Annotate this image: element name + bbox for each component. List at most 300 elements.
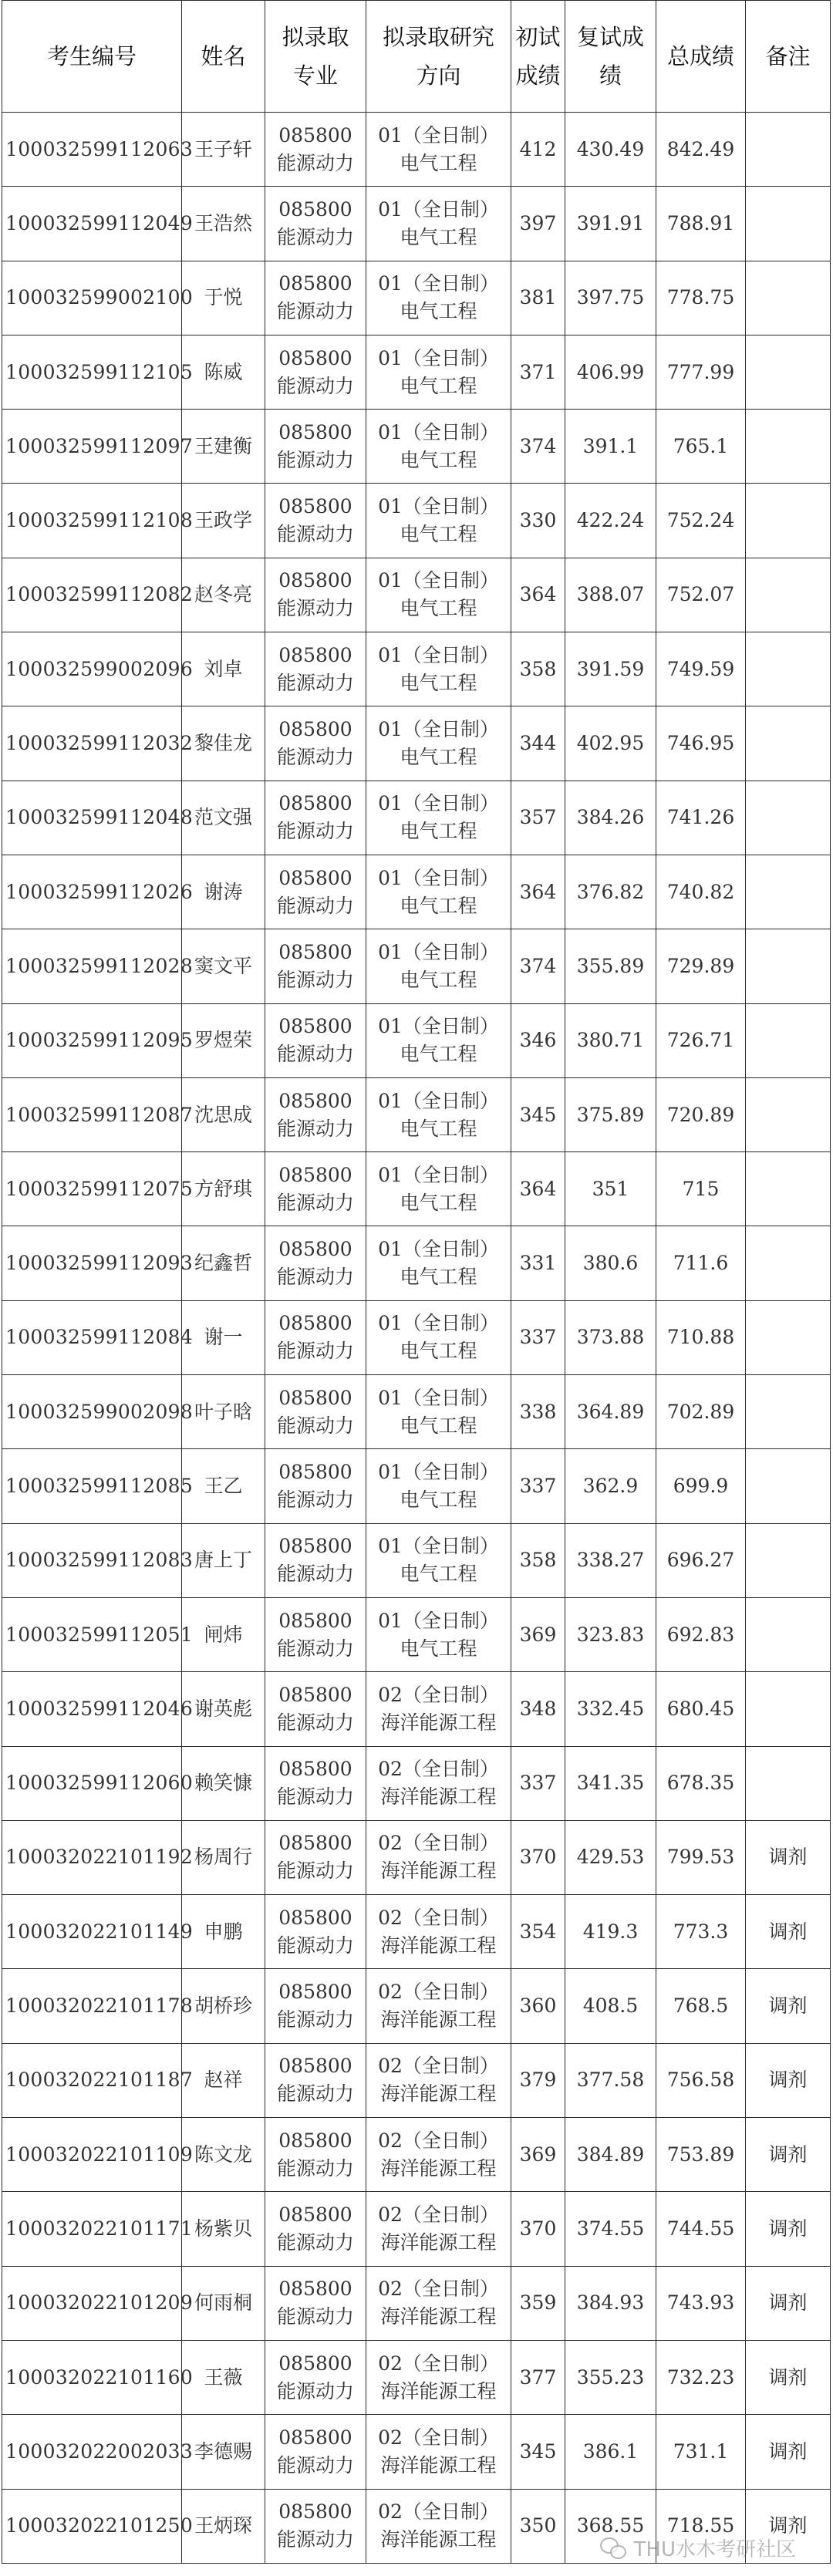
table-row	[2, 261, 831, 335]
major-cell-line1: 085800	[278, 1386, 352, 1409]
retest-score-cell: 355.23	[565, 2340, 656, 2414]
direction-cell-line1: 02（全日制）	[378, 1906, 499, 1929]
major-cell-line2: 能源动力	[276, 894, 354, 917]
table-header	[2, 1, 831, 113]
exam-id-cell: 100032599112075	[2, 1152, 182, 1226]
name-cell: 唐上丁	[182, 1523, 265, 1597]
major-cell-line2: 能源动力	[276, 671, 354, 694]
major-cell-line1: 085800	[278, 2352, 352, 2375]
name-cell: 杨紫贝	[182, 2192, 265, 2266]
header-major	[265, 1, 366, 113]
direction-cell	[366, 929, 511, 1003]
direction-cell	[366, 113, 511, 187]
direction-cell	[366, 781, 511, 855]
header-major-line1: 拟录取	[282, 24, 349, 50]
major-cell	[265, 1375, 366, 1449]
major-cell-line1: 085800	[278, 569, 352, 592]
table-row	[2, 113, 831, 187]
initial-score-cell: 345	[511, 2415, 565, 2489]
retest-score-cell: 430.49	[565, 113, 656, 187]
direction-cell-line2: 电气工程	[400, 1488, 477, 1511]
initial-score-cell: 346	[511, 1003, 565, 1077]
note-cell	[746, 1226, 831, 1300]
name-cell: 叶子晗	[182, 1375, 265, 1449]
exam-id-cell: 100032022101187	[2, 2043, 182, 2117]
note-cell	[746, 1077, 831, 1151]
note-cell	[746, 1152, 831, 1226]
major-cell-line2: 能源动力	[276, 225, 354, 248]
major-cell	[265, 1300, 366, 1374]
name-cell: 王子轩	[182, 113, 265, 187]
exam-id-cell: 100032599112048	[2, 781, 182, 855]
direction-cell-line1: 01（全日制）	[378, 643, 499, 666]
initial-score-cell: 374	[511, 929, 565, 1003]
table-row	[2, 1077, 831, 1151]
direction-cell-line1: 02（全日制）	[378, 1758, 499, 1781]
exam-id-cell: 100032022101171	[2, 2192, 182, 2266]
retest-score-cell: 380.6	[565, 1226, 656, 1300]
major-cell	[265, 187, 366, 261]
name-cell: 赵冬亮	[182, 558, 265, 632]
name-cell: 窦文平	[182, 929, 265, 1003]
major-cell-line2: 能源动力	[276, 1488, 354, 1511]
major-cell-line1: 085800	[278, 1609, 352, 1632]
table-row	[2, 929, 831, 1003]
direction-cell-line1: 02（全日制）	[378, 2426, 499, 2449]
table-row	[2, 781, 831, 855]
direction-cell	[366, 632, 511, 706]
direction-cell-line2: 电气工程	[400, 1043, 477, 1066]
note-cell: 调剂	[746, 1969, 831, 2043]
name-cell: 刘卓	[182, 632, 265, 706]
table-row	[2, 1895, 831, 1969]
direction-cell	[366, 1597, 511, 1671]
retest-score-cell: 388.07	[565, 558, 656, 632]
major-cell-line2: 能源动力	[276, 448, 354, 471]
direction-cell-line2: 海洋能源工程	[380, 2008, 497, 2031]
table-row	[2, 2043, 831, 2117]
table-row	[2, 1969, 831, 2043]
major-cell	[265, 261, 366, 335]
total-score-cell: 715	[656, 1152, 746, 1226]
major-cell-line2: 能源动力	[276, 2082, 354, 2106]
major-cell-line1: 085800	[278, 1906, 352, 1929]
major-cell-line2: 能源动力	[276, 968, 354, 991]
note-cell: 调剂	[746, 1895, 831, 1969]
total-score-cell: 680.45	[656, 1672, 746, 1746]
total-score-cell: 752.24	[656, 484, 746, 558]
retest-score-cell: 364.89	[565, 1375, 656, 1449]
name-cell: 罗煜荣	[182, 1003, 265, 1077]
direction-cell	[366, 1672, 511, 1746]
direction-cell-line1: 01（全日制）	[378, 792, 499, 815]
initial-score-cell: 348	[511, 1672, 565, 1746]
direction-cell	[366, 1820, 511, 1894]
major-cell	[265, 1449, 366, 1523]
direction-cell-line1: 01（全日制）	[378, 1312, 499, 1335]
direction-cell	[366, 1449, 511, 1523]
note-cell: 调剂	[746, 2118, 831, 2192]
total-score-cell: 752.07	[656, 558, 746, 632]
direction-cell-line2: 电气工程	[400, 820, 477, 843]
name-cell: 谢英彪	[182, 1672, 265, 1746]
major-cell-line1: 085800	[278, 718, 352, 741]
note-cell	[746, 113, 831, 187]
direction-cell	[366, 2192, 511, 2266]
table-row	[2, 1672, 831, 1746]
direction-cell	[366, 484, 511, 558]
admission-table	[2, 0, 831, 2564]
total-score-cell: 777.99	[656, 335, 746, 409]
major-cell	[265, 1152, 366, 1226]
note-cell	[746, 1597, 831, 1671]
direction-cell	[366, 261, 511, 335]
direction-cell-line2: 海洋能源工程	[380, 1711, 497, 1734]
direction-cell-line1: 01（全日制）	[378, 346, 499, 369]
retest-score-cell: 422.24	[565, 484, 656, 558]
retest-score-cell: 376.82	[565, 855, 656, 929]
major-cell-line1: 085800	[278, 1758, 352, 1781]
major-cell	[265, 706, 366, 781]
major-cell	[265, 335, 366, 409]
header-initial-line2: 成绩	[515, 62, 561, 89]
table-body	[2, 113, 831, 2564]
total-score-cell: 749.59	[656, 632, 746, 706]
name-cell: 王炳琛	[182, 2489, 265, 2563]
note-cell: 调剂	[746, 2415, 831, 2489]
initial-score-cell: 337	[511, 1746, 565, 1820]
initial-score-cell: 364	[511, 558, 565, 632]
major-cell-line1: 085800	[278, 495, 352, 518]
total-score-cell: 731.1	[656, 2415, 746, 2489]
direction-cell-line1: 01（全日制）	[378, 1386, 499, 1409]
direction-cell-line1: 01（全日制）	[378, 197, 499, 221]
exam-id-cell: 100032599002096	[2, 632, 182, 706]
exam-id-cell: 100032599112097	[2, 410, 182, 484]
table-row	[2, 484, 831, 558]
exam-id-cell: 100032599112083	[2, 1523, 182, 1597]
exam-id-cell: 100032599002098	[2, 1375, 182, 1449]
direction-cell-line2: 海洋能源工程	[380, 2528, 497, 2551]
initial-score-cell: 397	[511, 187, 565, 261]
table-row	[2, 1003, 831, 1077]
total-score-cell: 756.58	[656, 2043, 746, 2117]
retest-score-cell: 368.55	[565, 2489, 656, 2563]
header-direction-line1: 拟录取研究	[382, 24, 494, 50]
name-cell: 谢一	[182, 1300, 265, 1374]
total-score-cell: 740.82	[656, 855, 746, 929]
direction-cell-line2: 电气工程	[400, 1191, 477, 1214]
direction-cell	[366, 706, 511, 781]
exam-id-cell: 100032022101209	[2, 2266, 182, 2340]
direction-cell-line1: 01（全日制）	[378, 1163, 499, 1186]
initial-score-cell: 331	[511, 1226, 565, 1300]
name-cell: 杨周行	[182, 1820, 265, 1894]
exam-id-cell: 100032599112084	[2, 1300, 182, 1374]
direction-cell	[366, 187, 511, 261]
table-row	[2, 2340, 831, 2414]
major-cell	[265, 113, 366, 187]
direction-cell-line1: 02（全日制）	[378, 1683, 499, 1706]
exam-id-cell: 100032022101149	[2, 1895, 182, 1969]
initial-score-cell: 370	[511, 1820, 565, 1894]
name-cell: 王乙	[182, 1449, 265, 1523]
retest-score-cell: 362.9	[565, 1449, 656, 1523]
note-cell: 调剂	[746, 2489, 831, 2563]
name-cell: 陈文龙	[182, 2118, 265, 2192]
initial-score-cell: 357	[511, 781, 565, 855]
major-cell	[265, 855, 366, 929]
major-cell-line1: 085800	[278, 1460, 352, 1483]
table-row	[2, 1597, 831, 1671]
exam-id-cell: 100032599112087	[2, 1077, 182, 1151]
name-cell: 陈威	[182, 335, 265, 409]
note-cell	[746, 558, 831, 632]
major-cell-line2: 能源动力	[276, 1191, 354, 1214]
direction-cell-line1: 01（全日制）	[378, 272, 499, 295]
direction-cell	[366, 2340, 511, 2414]
major-cell	[265, 1672, 366, 1746]
direction-cell	[366, 2118, 511, 2192]
total-score-cell: 744.55	[656, 2192, 746, 2266]
major-cell-line2: 能源动力	[276, 1340, 354, 1363]
major-cell-line2: 能源动力	[276, 1785, 354, 1809]
major-cell	[265, 2192, 366, 2266]
major-cell-line2: 能源动力	[276, 1414, 354, 1437]
retest-score-cell: 429.53	[565, 1820, 656, 1894]
table-row	[2, 1746, 831, 1820]
direction-cell-line2: 电气工程	[400, 1414, 477, 1437]
retest-score-cell: 391.1	[565, 410, 656, 484]
exam-id-cell: 100032599112026	[2, 855, 182, 929]
name-cell: 申鹏	[182, 1895, 265, 1969]
total-score-cell: 696.27	[656, 1523, 746, 1597]
note-cell	[746, 632, 831, 706]
note-cell	[746, 1523, 831, 1597]
retest-score-cell: 377.58	[565, 2043, 656, 2117]
direction-cell-line2: 海洋能源工程	[380, 2305, 497, 2328]
major-cell-line2: 能源动力	[276, 1043, 354, 1066]
direction-cell-line1: 01（全日制）	[378, 1460, 499, 1483]
major-cell-line2: 能源动力	[276, 2156, 354, 2180]
direction-cell-line2: 海洋能源工程	[380, 2156, 497, 2180]
initial-score-cell: 412	[511, 113, 565, 187]
major-cell-line1: 085800	[278, 2426, 352, 2449]
direction-cell	[366, 1077, 511, 1151]
direction-cell-line1: 02（全日制）	[378, 2500, 499, 2524]
total-score-cell: 741.26	[656, 781, 746, 855]
retest-score-cell: 391.91	[565, 187, 656, 261]
initial-score-cell: 358	[511, 632, 565, 706]
major-cell-line1: 085800	[278, 346, 352, 369]
direction-cell-line1: 01（全日制）	[378, 569, 499, 592]
name-cell: 谢涛	[182, 855, 265, 929]
major-cell-line1: 085800	[278, 2278, 352, 2301]
major-cell-line2: 能源动力	[276, 1860, 354, 1883]
retest-score-cell: 374.55	[565, 2192, 656, 2266]
note-cell	[746, 855, 831, 929]
total-score-cell: 773.3	[656, 1895, 746, 1969]
exam-id-cell: 100032599112046	[2, 1672, 182, 1746]
direction-cell-line2: 海洋能源工程	[380, 2082, 497, 2106]
note-cell	[746, 1300, 831, 1374]
name-cell: 王建衡	[182, 410, 265, 484]
major-cell-line1: 085800	[278, 643, 352, 666]
direction-cell-line1: 01（全日制）	[378, 718, 499, 741]
retest-score-cell: 332.45	[565, 1672, 656, 1746]
retest-score-cell: 373.88	[565, 1300, 656, 1374]
direction-cell-line2: 电气工程	[400, 671, 477, 694]
major-cell-line1: 085800	[278, 1683, 352, 1706]
note-cell	[746, 706, 831, 781]
direction-cell-line1: 02（全日制）	[378, 2055, 499, 2078]
exam-id-cell: 100032022101160	[2, 2340, 182, 2414]
name-cell: 胡桥珍	[182, 1969, 265, 2043]
note-cell	[746, 1449, 831, 1523]
direction-cell	[366, 2489, 511, 2563]
retest-score-cell: 341.35	[565, 1746, 656, 1820]
major-cell-line2: 能源动力	[276, 1934, 354, 1957]
exam-id-cell: 100032599112063	[2, 113, 182, 187]
major-cell-line1: 085800	[278, 197, 352, 221]
note-cell: 调剂	[746, 2266, 831, 2340]
direction-cell	[366, 1152, 511, 1226]
major-cell-line1: 085800	[278, 866, 352, 889]
name-cell: 何雨桐	[182, 2266, 265, 2340]
major-cell	[265, 410, 366, 484]
direction-cell-line1: 01（全日制）	[378, 1238, 499, 1261]
major-cell-line2: 能源动力	[276, 374, 354, 397]
major-cell-line2: 能源动力	[276, 1563, 354, 1586]
header-name: 姓名	[182, 1, 265, 113]
note-cell: 调剂	[746, 2043, 831, 2117]
note-cell: 调剂	[746, 1820, 831, 1894]
retest-score-cell: 406.99	[565, 335, 656, 409]
direction-cell-line2: 电气工程	[400, 151, 477, 174]
retest-score-cell: 355.89	[565, 929, 656, 1003]
major-cell-line2: 能源动力	[276, 2008, 354, 2031]
major-cell-line2: 能源动力	[276, 2230, 354, 2254]
header-major-line2: 专业	[292, 62, 338, 89]
direction-cell	[366, 558, 511, 632]
major-cell	[265, 484, 366, 558]
direction-cell-line2: 海洋能源工程	[380, 1934, 497, 1957]
major-cell-line2: 能源动力	[276, 2305, 354, 2328]
direction-cell-line2: 电气工程	[400, 1117, 477, 1140]
total-score-cell: 692.83	[656, 1597, 746, 1671]
direction-cell	[366, 1003, 511, 1077]
watermark-text: THU水木考研社区	[633, 2538, 796, 2561]
retest-score-cell: 323.83	[565, 1597, 656, 1671]
name-cell: 赵祥	[182, 2043, 265, 2117]
initial-score-cell: 381	[511, 261, 565, 335]
major-cell	[265, 929, 366, 1003]
initial-score-cell: 344	[511, 706, 565, 781]
initial-score-cell: 364	[511, 1152, 565, 1226]
major-cell	[265, 1597, 366, 1671]
exam-id-cell: 100032599112085	[2, 1449, 182, 1523]
total-score-cell: 699.9	[656, 1449, 746, 1523]
initial-score-cell: 330	[511, 484, 565, 558]
direction-cell-line1: 01（全日制）	[378, 1089, 499, 1112]
major-cell-line2: 能源动力	[276, 1637, 354, 1660]
direction-cell-line1: 01（全日制）	[378, 495, 499, 518]
major-cell	[265, 1003, 366, 1077]
header-total-score: 总成绩	[656, 1, 746, 113]
table-row	[2, 335, 831, 409]
major-cell-line1: 085800	[278, 1163, 352, 1186]
major-cell-line1: 085800	[278, 1089, 352, 1112]
exam-id-cell: 100032599112060	[2, 1746, 182, 1820]
direction-cell-line2: 电气工程	[400, 1266, 477, 1289]
exam-id-cell: 100032599112032	[2, 706, 182, 781]
table-row	[2, 1226, 831, 1300]
header-exam-id: 考生编号	[2, 1, 182, 113]
note-cell	[746, 484, 831, 558]
direction-cell	[366, 2043, 511, 2117]
header-retest-line1: 复试成	[576, 24, 644, 50]
header-direction	[366, 1, 511, 113]
table-row	[2, 2118, 831, 2192]
major-cell	[265, 2118, 366, 2192]
major-cell	[265, 2340, 366, 2414]
direction-cell-line2: 电气工程	[400, 1563, 477, 1586]
total-score-cell: 768.5	[656, 1969, 746, 2043]
direction-cell-line2: 海洋能源工程	[380, 1785, 497, 1809]
direction-cell-line1: 01（全日制）	[378, 940, 499, 963]
direction-cell-line1: 02（全日制）	[378, 1832, 499, 1855]
initial-score-cell: 338	[511, 1375, 565, 1449]
major-cell-line1: 085800	[278, 1238, 352, 1261]
note-cell	[746, 1746, 831, 1820]
major-cell	[265, 1746, 366, 1820]
exam-id-cell: 100032599112049	[2, 187, 182, 261]
note-cell	[746, 261, 831, 335]
major-cell	[265, 558, 366, 632]
total-score-cell: 746.95	[656, 706, 746, 781]
name-cell: 范文强	[182, 781, 265, 855]
direction-cell-line1: 01（全日制）	[378, 866, 499, 889]
initial-score-cell: 370	[511, 2192, 565, 2266]
direction-cell	[366, 1300, 511, 1374]
initial-score-cell: 377	[511, 2340, 565, 2414]
major-cell-line1: 085800	[278, 2055, 352, 2078]
major-cell-line1: 085800	[278, 2129, 352, 2152]
initial-score-cell: 345	[511, 1077, 565, 1151]
major-cell-line2: 能源动力	[276, 1117, 354, 1140]
direction-cell-line1: 02（全日制）	[378, 1981, 499, 2004]
note-cell	[746, 410, 831, 484]
retest-score-cell: 380.71	[565, 1003, 656, 1077]
direction-cell	[366, 1895, 511, 1969]
direction-cell	[366, 1523, 511, 1597]
exam-id-cell: 100032599112105	[2, 335, 182, 409]
name-cell: 赖笑慷	[182, 1746, 265, 1820]
total-score-cell: 729.89	[656, 929, 746, 1003]
exam-id-cell: 100032022101109	[2, 2118, 182, 2192]
direction-cell-line2: 电气工程	[400, 597, 477, 620]
exam-id-cell: 100032599002100	[2, 261, 182, 335]
table-row	[2, 855, 831, 929]
direction-cell-line1: 02（全日制）	[378, 2278, 499, 2301]
total-score-cell: 799.53	[656, 1820, 746, 1894]
initial-score-cell: 337	[511, 1449, 565, 1523]
major-cell-line1: 085800	[278, 940, 352, 963]
direction-cell	[366, 855, 511, 929]
major-cell-line1: 085800	[278, 792, 352, 815]
direction-cell	[366, 2266, 511, 2340]
header-initial-line1: 初试	[515, 24, 561, 50]
